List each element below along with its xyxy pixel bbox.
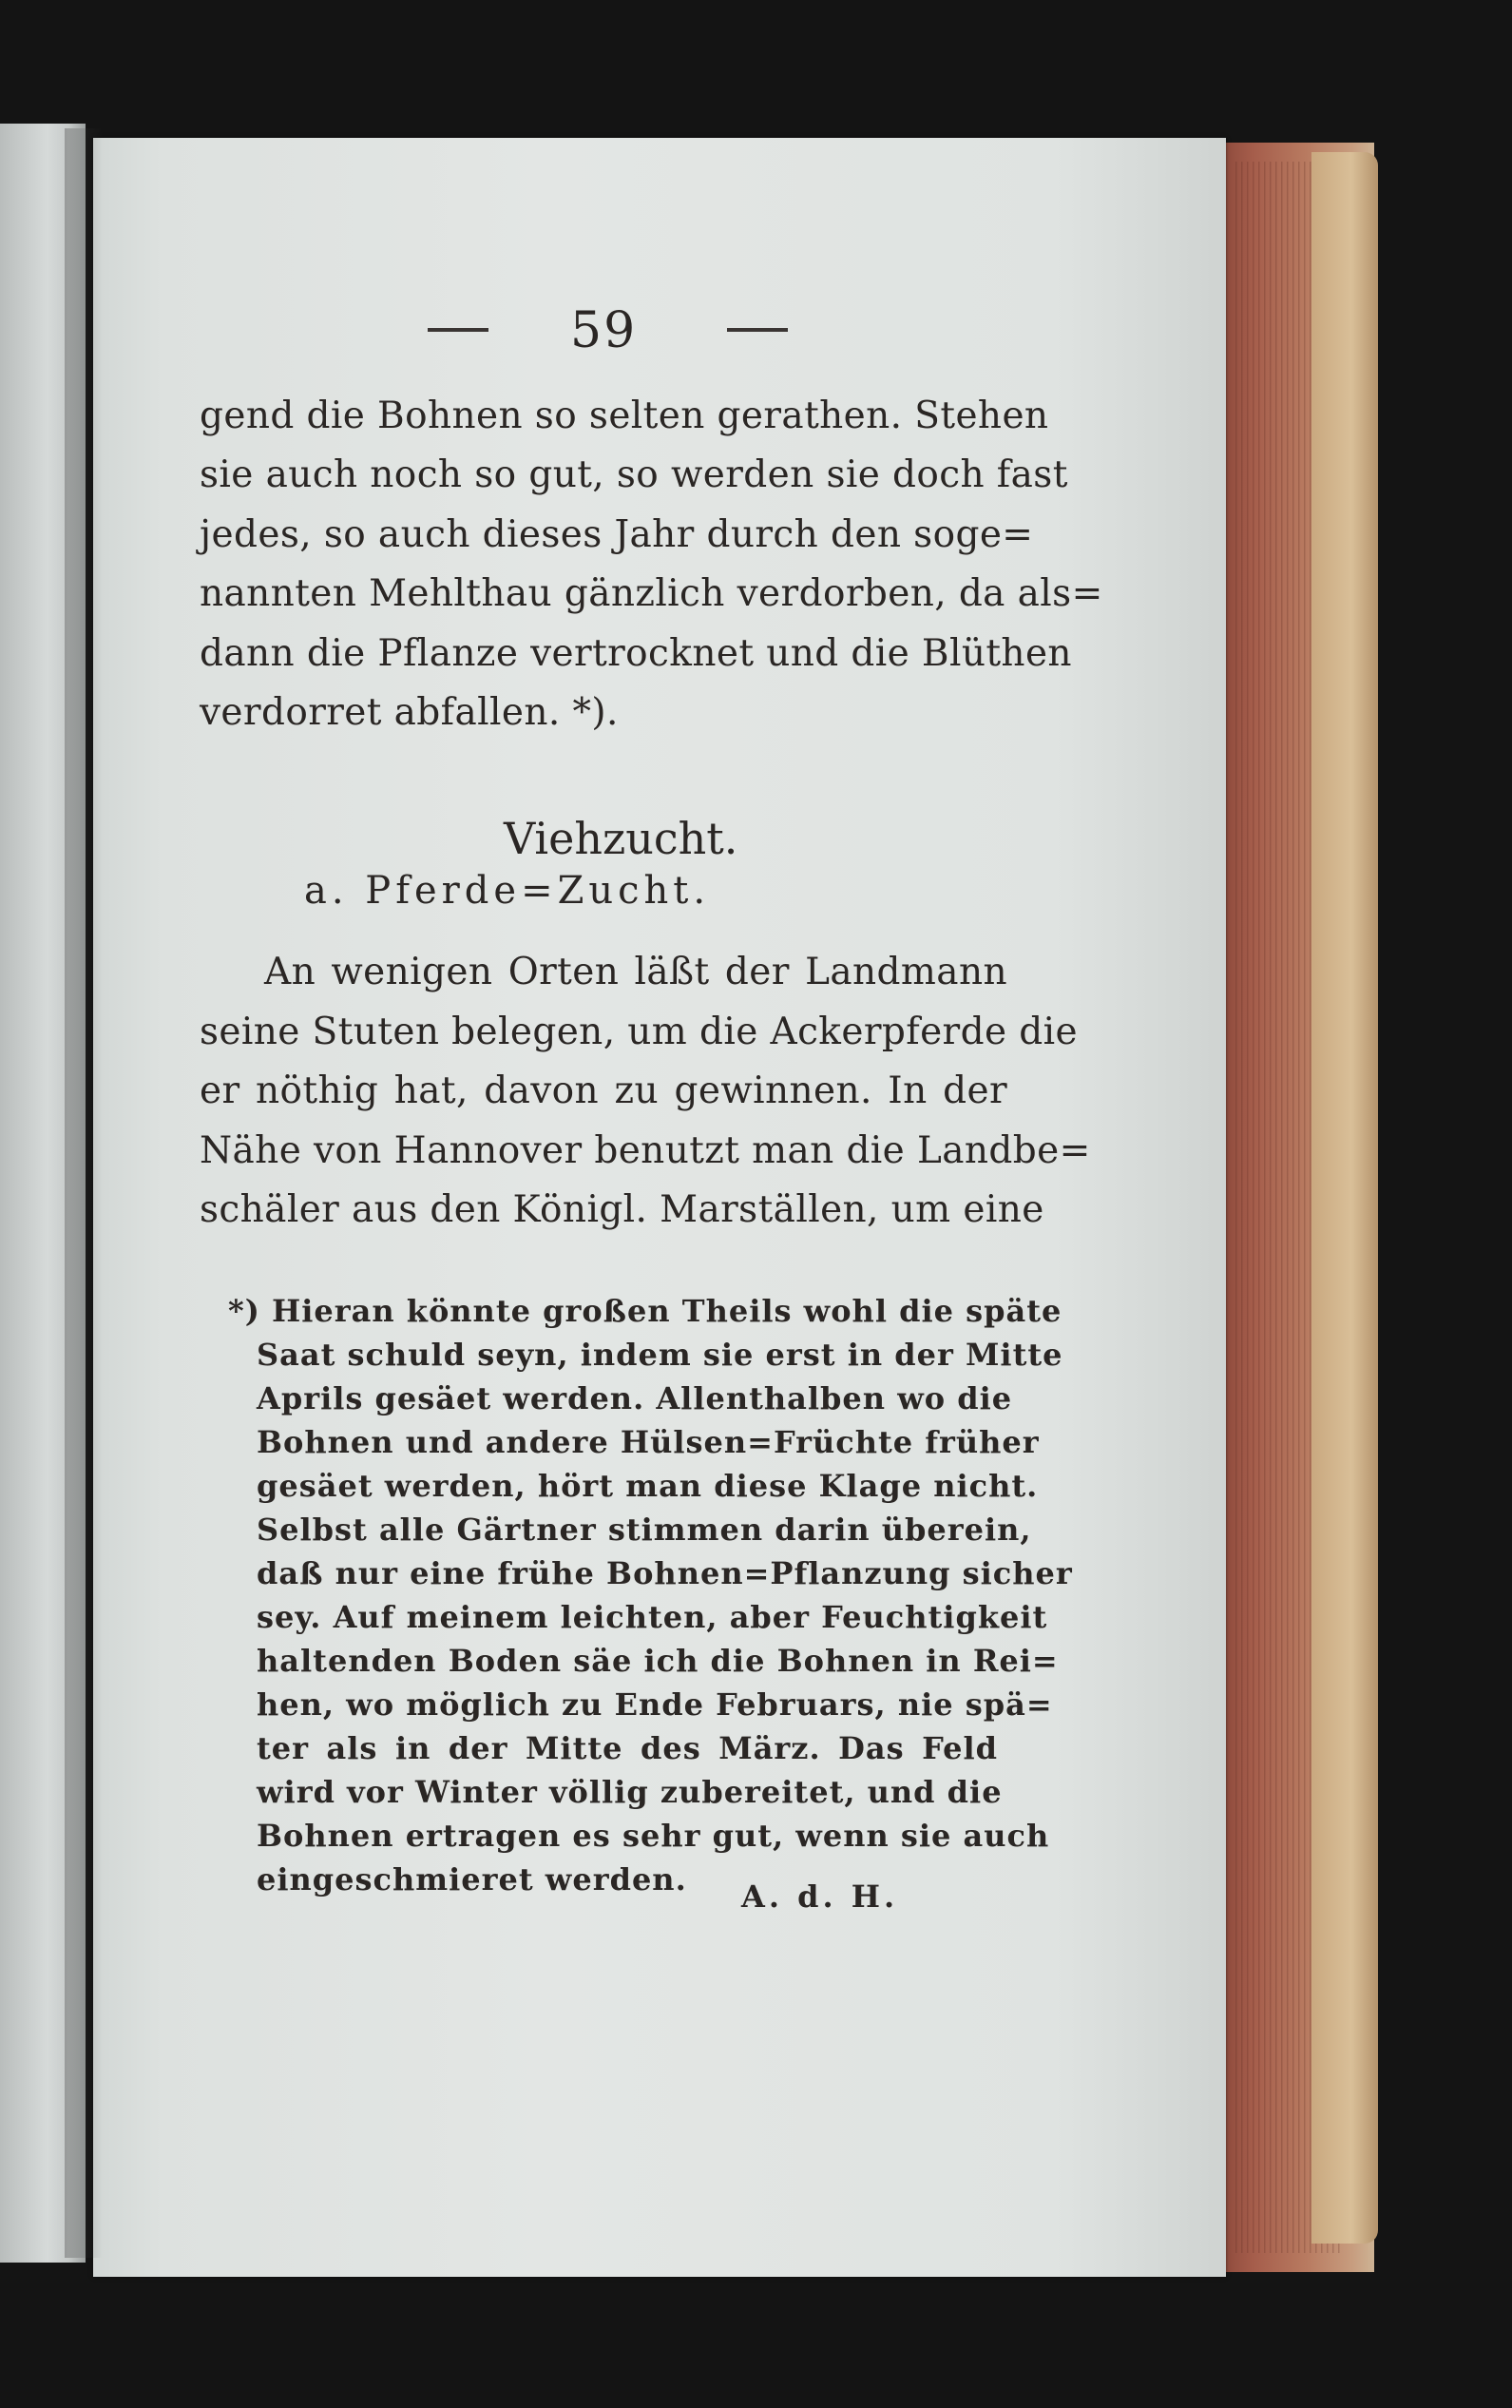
book-cover-edge [1311, 152, 1378, 2244]
footnote-line: sey. Auf meinem leichten, aber Feuchtigkeit [257, 1599, 1048, 1635]
footnote-line: Selbst alle Gärtner stimmen darin überein, [257, 1512, 1032, 1548]
footnote-line: *) Hieran könnte großen Theils wohl die späte [228, 1293, 1062, 1329]
body-line: Nähe von Hannover benutzt man die Landbe= [200, 1129, 1091, 1172]
footnote-line: Bohnen und andere Hülsen=Früchte früher [257, 1424, 1040, 1460]
footnote-line: haltenden Boden säe ich die Bohnen in Rei= [257, 1643, 1059, 1679]
body-line: dann die Pflanze vertrocknet und die Blüthen [200, 632, 1072, 675]
page-number: 59 [570, 302, 638, 359]
body-line: er nöthig hat, davon zu gewinnen. In der [200, 1069, 1007, 1112]
footnote-signature: A. d. H. [741, 1878, 899, 1915]
body-line: seine Stuten belegen, um die Ackerpferde die [200, 1011, 1078, 1053]
footnote-line: Aprils gesäet werden. Allenthalben wo die [257, 1380, 1013, 1416]
body-line: sie auch noch so gut, so werden sie doch fast [200, 453, 1068, 496]
section-heading: Viehzucht. [504, 813, 738, 864]
footnote-line: Bohnen ertragen es sehr gut, wenn sie auch [257, 1818, 1050, 1854]
footnote-line: Saat schuld seyn, indem sie erst in der Mitte [257, 1337, 1063, 1373]
footnote-line: gesäet werden, hört man diese Klage nicht. [257, 1468, 1039, 1504]
footnote-line: ter als in der Mitte des März. Das Feld [257, 1730, 998, 1766]
body-line: nannten Mehlthau gänzlich verdorben, da als= [200, 572, 1103, 615]
section-subheading: a. Pferde=Zucht. [304, 869, 711, 913]
body-line: jedes, so auch dieses Jahr durch den soge= [200, 513, 1034, 556]
body-line: schäler aus den Königl. Marställen, um eine [200, 1188, 1044, 1231]
header-dash-right [727, 328, 788, 332]
body-line: gend die Bohnen so selten gerathen. Stehen [200, 395, 1049, 437]
header-dash-left [428, 328, 488, 332]
footnote-line: hen, wo möglich zu Ende Februars, nie spä= [257, 1686, 1053, 1723]
footnote-line: eingeschmieret werden. [257, 1861, 687, 1898]
footnote-line: daß nur eine frühe Bohnen=Pflanzung sicher [257, 1555, 1073, 1591]
body-line: verdorret abfallen. *). [200, 691, 619, 734]
footnote-line: wird vor Winter völlig zubereitet, und die [257, 1774, 1003, 1810]
gutter-shadow [65, 128, 103, 2258]
body-line: An wenigen Orten läßt der Landmann [264, 951, 1007, 993]
